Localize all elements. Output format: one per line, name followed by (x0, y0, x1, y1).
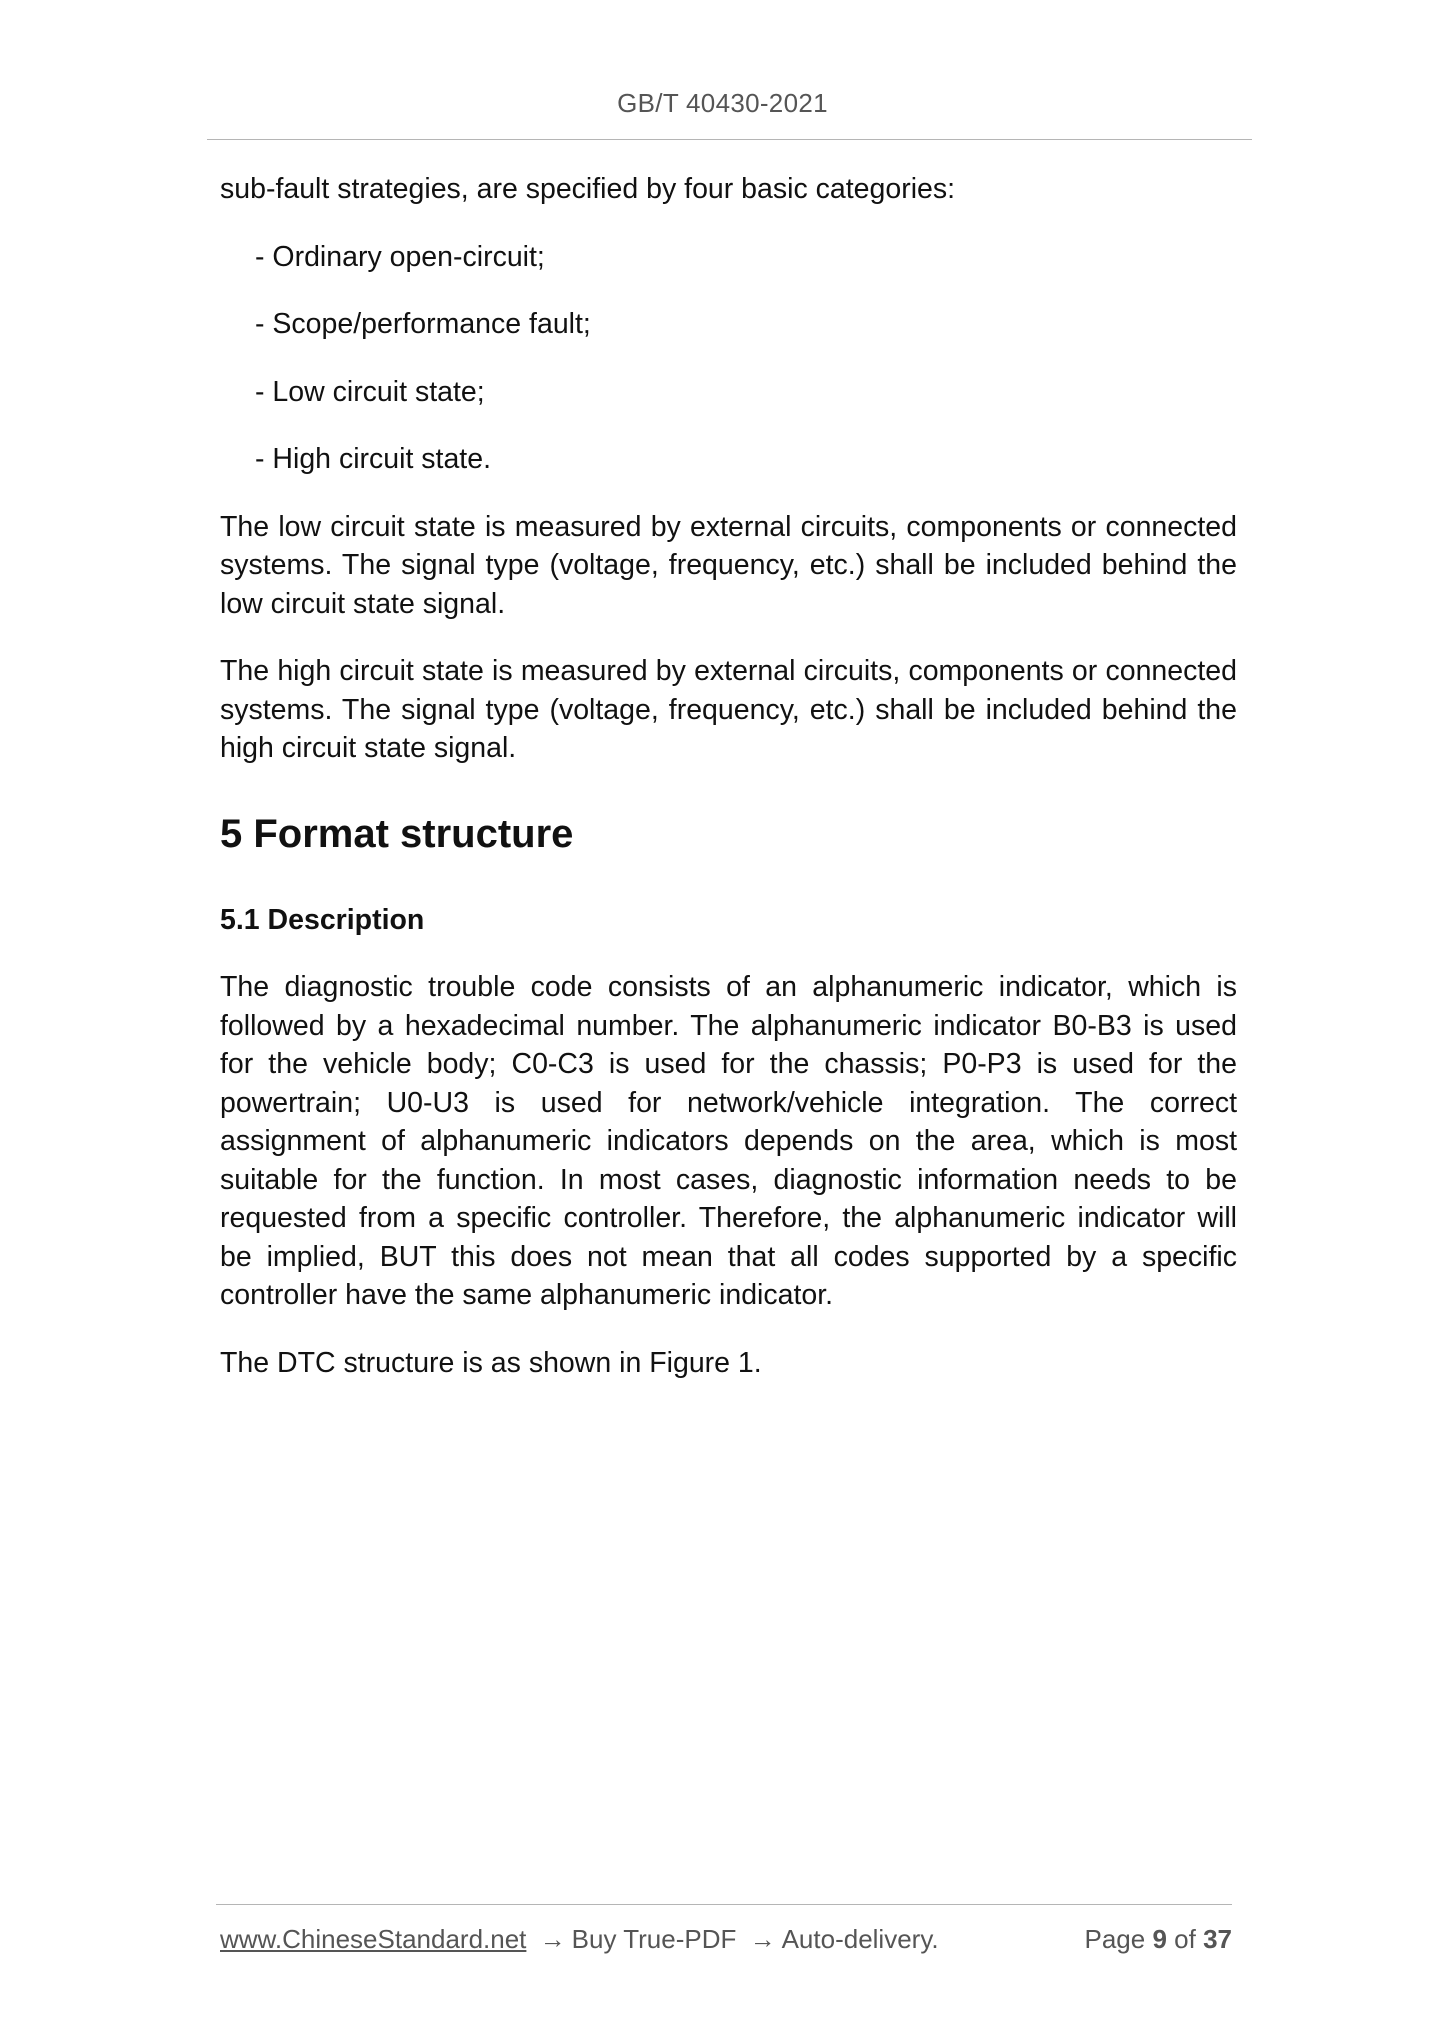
description-paragraph: The diagnostic trouble code consists of an alphanumeric indicator, which is followed by a hexadecimal number. The alphanumeric indicator B0-B3 is used for the vehicle body; C0-C3 is used for the chassis; P0-P3 is used for the powertrain; U0-U3 is used for network/vehicle integration. The correct assignment of alphanumeric indicators depends on the area, which is most suitable for the function. In most cases, diagnostic information needs to be requested from a specific controller. Therefore, the alphanumeric indicator will be implied, BUT this does not mean that all codes supported by a specific controller have the same alphanumeric indicator. (220, 971, 1237, 1311)
section-heading: 5 Format structure (220, 811, 574, 856)
bullet-item: - Low circuit state; (255, 375, 485, 408)
subsection-heading: 5.1 Description (220, 903, 425, 936)
bullet-item: - High circuit state. (255, 443, 491, 475)
bullet-item: - Ordinary open-circuit; (255, 240, 545, 273)
page-label: Page (1084, 1924, 1146, 1954)
arrow-right-icon: → (539, 1924, 566, 1954)
page-content (220, 170, 1237, 1411)
page-total: 37 (1203, 1924, 1232, 1954)
arrow-right-icon: → (749, 1924, 776, 1954)
footer-divider (216, 1904, 1232, 1905)
bullet-item: - Scope/performance fault; (255, 308, 591, 340)
page-current: 9 (1152, 1924, 1167, 1954)
figure-reference-paragraph: The DTC structure is as shown in Figure 1. (220, 1346, 762, 1379)
page-number (1084, 1924, 1232, 1955)
buy-text: Buy True-PDF (571, 1924, 737, 1954)
delivery-text: Auto-delivery. (781, 1924, 939, 1954)
page-of-label: of (1174, 1924, 1196, 1954)
high-circuit-paragraph: The high circuit state is measured by external circuits, components or connected systems. The signal type (voltage, frequency, etc.) shall be included behind the high circuit state signal. (220, 655, 1237, 764)
header-divider (207, 139, 1252, 140)
low-circuit-paragraph: The low circuit state is measured by external circuits, components or connected systems. The signal type (voltage, frequency, etc.) shall be included behind the low circuit state signal. (220, 510, 1237, 620)
website-link[interactable]: www.ChineseStandard.net (220, 1924, 527, 1954)
footer-promo (220, 1924, 939, 1955)
intro-line: sub-fault strategies, are specified by four basic categories: (220, 173, 956, 205)
document-id-header: GB/T 40430-2021 (617, 88, 828, 118)
